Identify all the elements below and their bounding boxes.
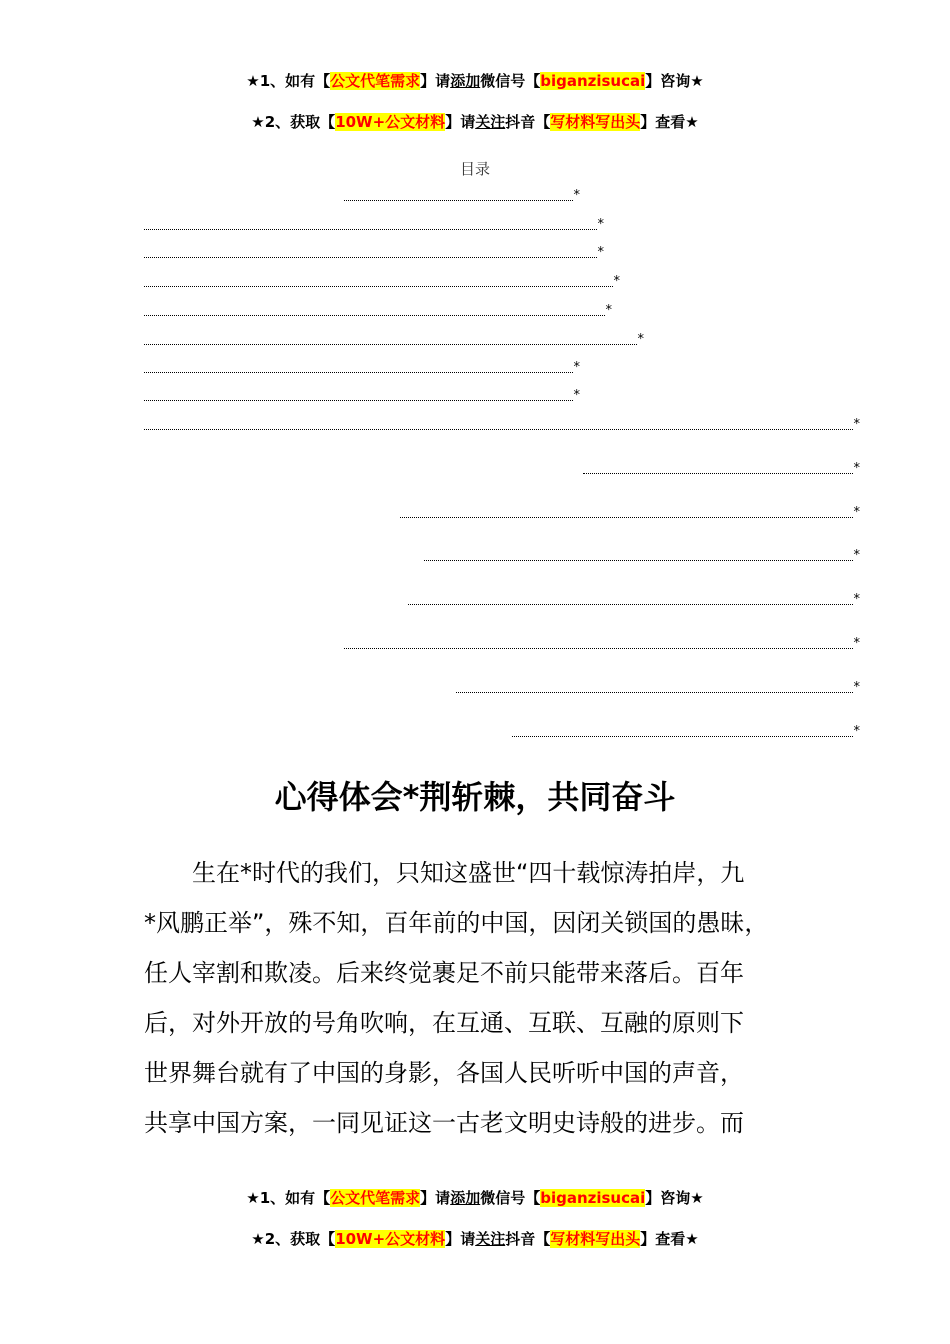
toc-entry[interactable]: * bbox=[400, 501, 860, 519]
highlight-douyin: 写材料写出头 bbox=[550, 1230, 641, 1248]
promo-banner-line-2: ★2、获取【10W+公文材料】请关注抖音【写材料写出头】查看★ bbox=[251, 113, 699, 131]
toc-entry[interactable]: * bbox=[583, 457, 860, 475]
highlight-wechat-id: biganzisucai bbox=[540, 1189, 646, 1207]
toc-entry[interactable]: * bbox=[144, 413, 860, 431]
document-title: 心得体会*荆斩棘，共同奋斗 bbox=[274, 778, 676, 816]
toc-entry[interactable]: * bbox=[144, 356, 580, 374]
body-line: 后，对外开放的号角吹响，在互通、互联、互融的原则下 bbox=[144, 1009, 744, 1037]
toc-entry[interactable]: * bbox=[424, 544, 860, 562]
body-paragraph bbox=[144, 848, 844, 1148]
promo-banner-line-1: ★1、如有【公文代笔需求】请添加微信号【biganzisucai】咨询★ bbox=[246, 72, 704, 90]
highlight-service: 公文代笔需求 bbox=[330, 1189, 421, 1207]
toc-entry[interactable]: * bbox=[144, 384, 580, 402]
body-line: *风鹏正举”，殊不知，百年前的中国，因闭关锁国的愚昧， bbox=[144, 909, 769, 937]
body-line: 世界舞台就有了中国的身影，各国人民听听中国的声音， bbox=[144, 1059, 744, 1087]
highlight-materials: 10W+公文材料 bbox=[335, 1230, 446, 1248]
toc-entry[interactable]: * bbox=[144, 241, 604, 259]
highlight-wechat-id: biganzisucai bbox=[540, 72, 646, 90]
toc-title: 目录 bbox=[459, 160, 490, 178]
body-line: 生在*时代的我们，只知这盛世“四十载惊涛拍岸，九 bbox=[144, 859, 745, 887]
toc-entry[interactable]: * bbox=[408, 588, 860, 606]
toc-entry[interactable]: * bbox=[344, 184, 580, 202]
toc-entry[interactable]: * bbox=[456, 676, 860, 694]
toc-entry[interactable]: * bbox=[144, 299, 612, 317]
toc-entry[interactable]: * bbox=[144, 328, 644, 346]
toc-entry[interactable]: * bbox=[144, 270, 620, 288]
promo-banner-bottom-line-1: ★1、如有【公文代笔需求】请添加微信号【biganzisucai】咨询★ bbox=[246, 1189, 704, 1207]
body-line: 共享中国方案，一同见证这一古老文明史诗般的进步。而 bbox=[144, 1109, 744, 1137]
body-line: 任人宰割和欺凌。后来终觉裹足不前只能带来落后。百年 bbox=[144, 959, 744, 987]
toc-entry[interactable]: * bbox=[512, 720, 860, 738]
promo-banner-bottom-line-2: ★2、获取【10W+公文材料】请关注抖音【写材料写出头】查看★ bbox=[251, 1230, 699, 1248]
toc-entry[interactable]: * bbox=[144, 213, 604, 231]
highlight-materials: 10W+公文材料 bbox=[335, 113, 446, 131]
highlight-douyin: 写材料写出头 bbox=[550, 113, 641, 131]
toc-entry[interactable]: * bbox=[344, 632, 860, 650]
highlight-service: 公文代笔需求 bbox=[330, 72, 421, 90]
